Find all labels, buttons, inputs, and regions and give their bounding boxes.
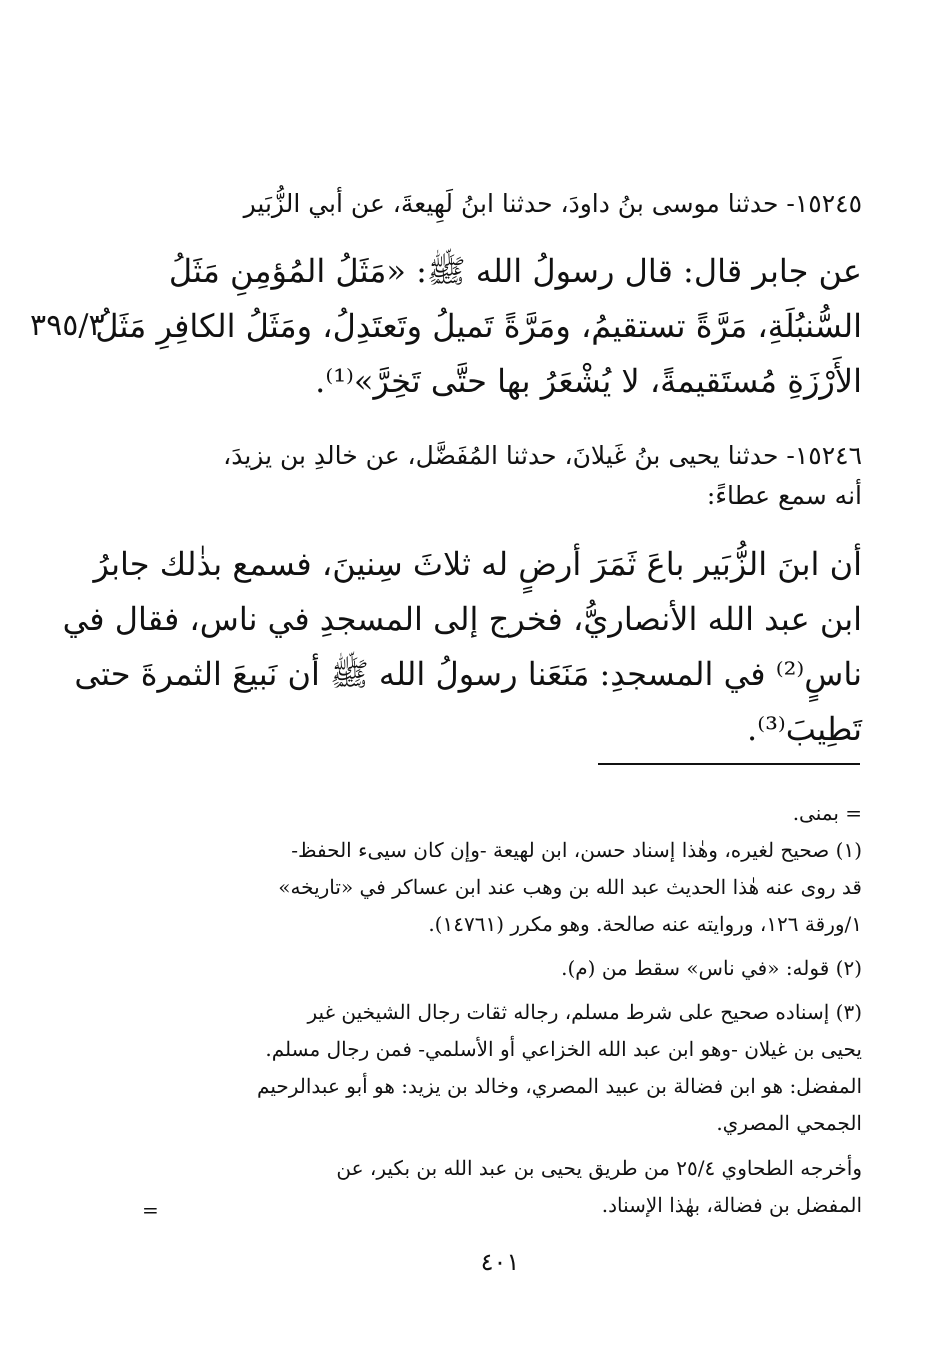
footnote-3-line-6: المفضل بن فضالة، بهٰذا الإسناد. bbox=[601, 1193, 862, 1217]
footnote-3-line-2: يحيى بن غيلان -وهو ابن عبد الله الخزاعي أو الأسلمي- فمن رجال مسلم. bbox=[265, 1037, 862, 1061]
footnote-1-line-2: قد روى عنه هٰذا الحديث عبد الله بن وهب عند ابن عساكر في «تاريخه» bbox=[278, 875, 862, 899]
footnote-3-line-3: المفضل: هو ابن فضالة بن عبيد المصري، وخالد بن يزيد: هو أبو عبدالرحيم bbox=[257, 1074, 862, 1098]
hadith-15246-matn-line-2: ابن عبد الله الأنصاريُّ، فخرج إلى المسجدِ في ناس، فقال في bbox=[62, 600, 862, 638]
footnote-3-line-5: وأخرجه الطحاوي ٢٥/٤ من طريق يحيى بن عبد الله بن بكير، عن bbox=[336, 1156, 862, 1180]
hadith-15245-matn-line-2: السُّنبُلَةِ، مَرَّةً تستقيمُ، ومَرَّةً تَميلُ وتَعتَدِلُ، ومَثَلُ الكافِرِ مَثَلُ bbox=[95, 307, 862, 345]
footnote-1-line-1: (١) صحيح لغيره، وهٰذا إسناد حسن، ابن لهيعة -وإن كان سيىء الحفظ- bbox=[291, 838, 862, 862]
hadith-15246-matn-line-4: تَطِيبَ⁽³⁾. bbox=[747, 710, 862, 748]
continuation-mark-bottom: = bbox=[142, 1198, 159, 1222]
hadith-15246-sanad-line-1: ١٥٢٤٦- حدثنا يحيى بنُ غَيلانَ، حدثنا المُفَضَّل، عن خالدِ بن يزيدَ، bbox=[223, 441, 862, 470]
hadith-15245-sanad: ١٥٢٤٥- حدثنا موسى بنُ داودَ، حدثنا ابنُ لَهِيعةَ، عن أبي الزُّبَير bbox=[243, 189, 862, 218]
margin-volume-page-reference: ٣٩٥/٣ bbox=[30, 308, 105, 343]
footnote-separator-rule bbox=[598, 763, 860, 765]
hadith-15246-matn-line-3: ناسٍ⁽²⁾ في المسجدِ: مَنَعَنا رسولُ الله ﷺ أن نَبيعَ الثمرةَ حتى bbox=[74, 655, 862, 693]
footnote-3-line-4: الجمحي المصري. bbox=[716, 1111, 862, 1135]
hadith-15245-matn-line-3: الأَرْزَةِ مُستَقيمةً، لا يُشْعَرُ بها حتَّى تَخِرَّ»⁽¹⁾. bbox=[315, 362, 862, 400]
hadith-15246-sanad-line-2: أنه سمع عطاءً: bbox=[706, 481, 862, 510]
hadith-15246-matn-line-1: أن ابنَ الزُّبَير باعَ ثَمَرَ أرضٍ له ثلاثَ سِنينَ، فسمع بذٰلك جابرُ bbox=[93, 545, 862, 583]
footnote-continuation-line: = بمنى. bbox=[792, 801, 862, 825]
footnote-2: (٢) قوله: «في ناس» سقط من (م). bbox=[561, 956, 862, 980]
hadith-15245-matn-line-1: عن جابر قال: قال رسولُ الله ﷺ: «مَثَلُ المُؤمِنِ مَثَلُ bbox=[168, 252, 862, 290]
page-number: ٤٠١ bbox=[480, 1248, 520, 1276]
footnote-1-line-3: ١/ورقة ١٢٦، وروايته عنه صالحة. وهو مكرر (١٤٧٦١). bbox=[428, 912, 862, 936]
footnote-3-line-1: (٣) إسناده صحيح على شرط مسلم، رجاله ثقات رجال الشيخين غير bbox=[307, 1000, 862, 1024]
